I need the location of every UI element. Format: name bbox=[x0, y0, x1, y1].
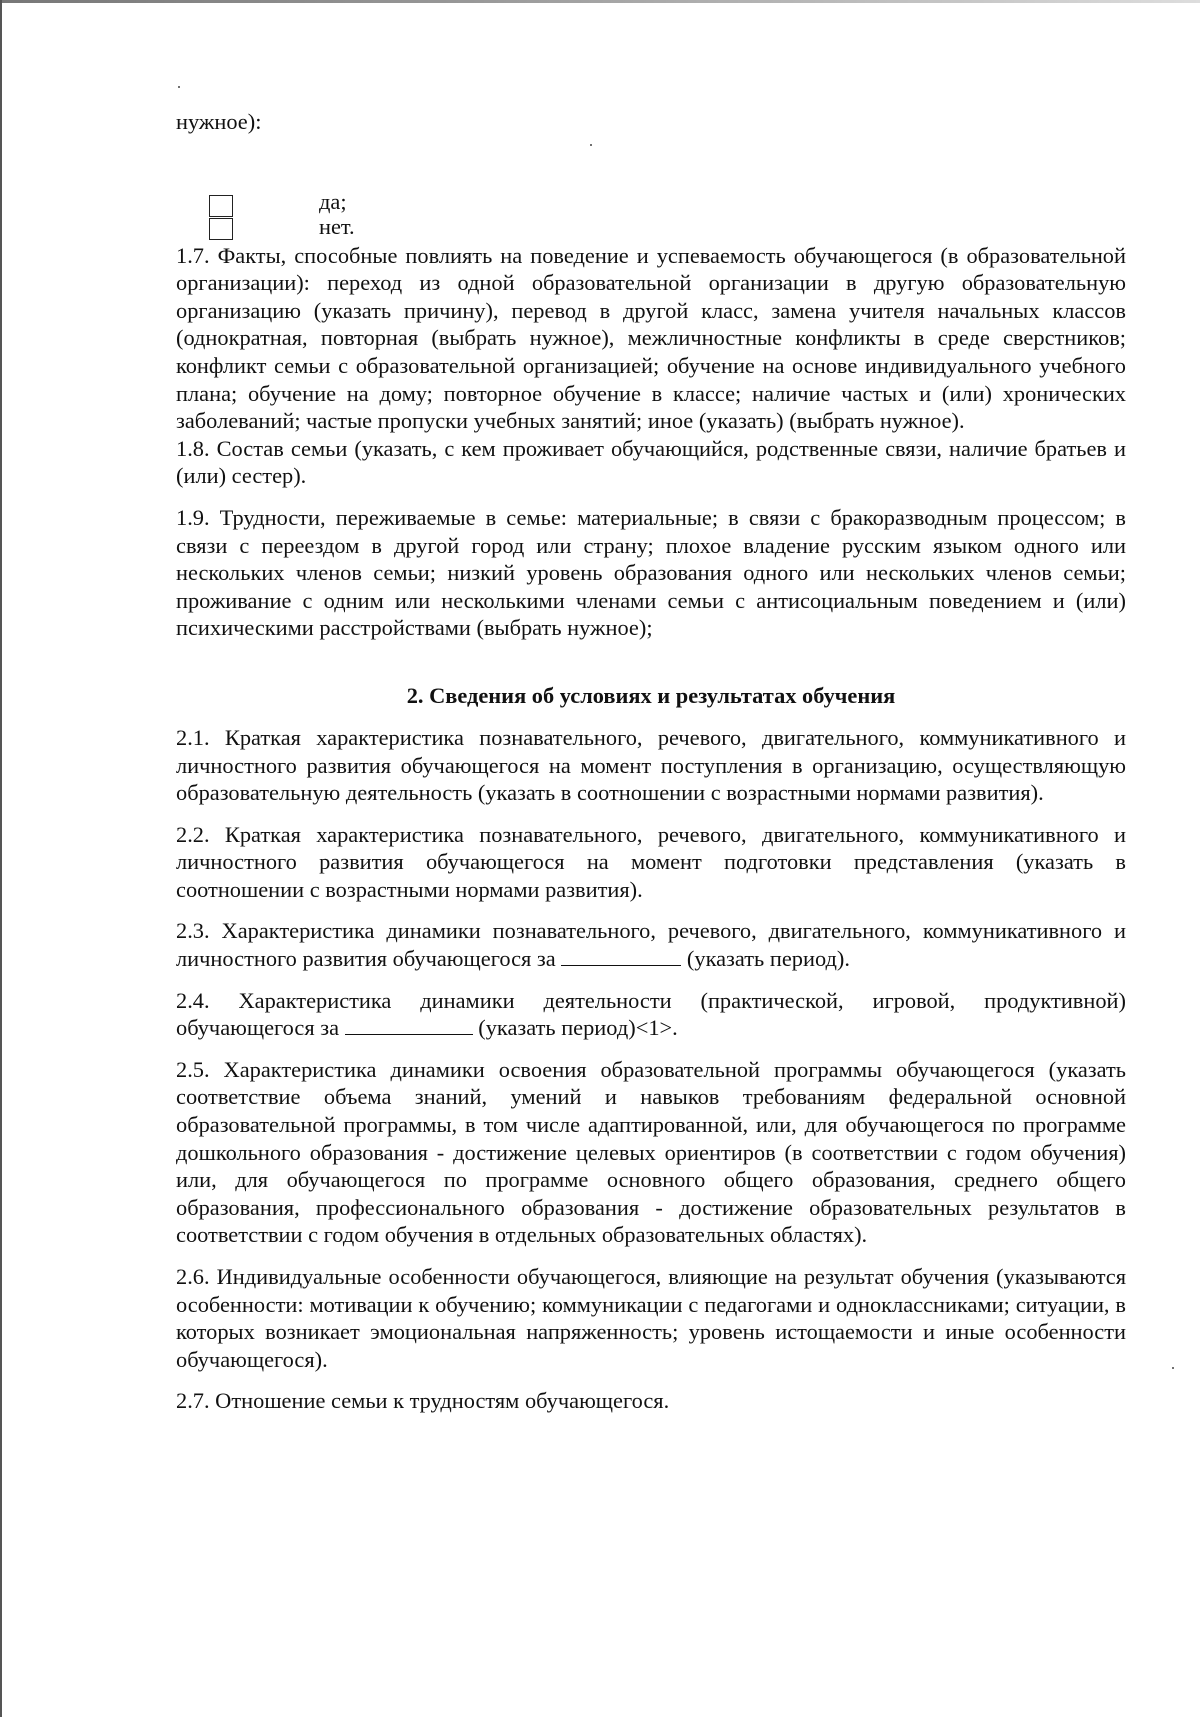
paragraph-2-4-text: 2.4. Характеристика динамики деятельности (практической, игровой, продуктивной) обучающегося за bbox=[176, 987, 1126, 1041]
checkbox-yes[interactable] bbox=[209, 195, 233, 217]
paragraph-2-3-tail: (указать период). bbox=[686, 946, 850, 972]
paragraph-2-6: 2.6. Индивидуальные особенности обучающегося, влияющие на результат обучения (указываются особенности: мотивации к обучению; коммуникации с педагогами и одноклассниками; ситуации, в которых возникает эмоциональная напряженность; уровень истощаемости и иные особенности обучающегося). bbox=[176, 1264, 1126, 1372]
paragraph-2-4-tail: (указать период)<1>. bbox=[478, 1015, 678, 1041]
lead-fragment: нужное): bbox=[176, 109, 262, 134]
paragraph-2-3 bbox=[176, 917, 1126, 972]
checkbox-yes-label: да; bbox=[319, 188, 347, 214]
paragraph-1-7: 1.7. Факты, способные повлиять на поведение и успеваемость обучающегося (в образовательной организации): переход из одной образовательной организации в другую образовательную организацию (указать причину), перевод в другой класс, замена учителя начальных классов (однократная, повторная (выбрать нужное), межличностные конфликты в среде сверстников; конфликт семьи с образовательной организацией; обучение на основе индивидуального учебного плана; обучение на дому; повторное обучение в классе; наличие частых и (или) хронических заболеваний; частые пропуски учебных занятий; иное (указать) (выбрать нужное). bbox=[176, 242, 1126, 434]
scan-speck bbox=[1172, 1367, 1174, 1369]
paragraph-2-4 bbox=[176, 987, 1126, 1042]
scan-top-edge bbox=[0, 0, 1200, 3]
checkbox-no-label: нет. bbox=[319, 213, 355, 239]
paragraph-2-2: 2.2. Краткая характеристика познавательного, речевого, двигательного, коммуникативного и личностного развития обучающегося на момент подготовки представления (указать в соотношении с возрастными нормами развития). bbox=[176, 821, 1126, 902]
yes-no-choices bbox=[176, 188, 1126, 242]
scan-speck bbox=[178, 86, 180, 88]
paragraph-1-9: 1.9. Трудности, переживаемые в семье: материальные; в связи с бракоразводным процессом; в связи с переездом в другой город или страну; плохое владение русским языком одного или нескольких членов семьи; низкий уровень образования одного или нескольких членов семьи; проживание с одним или несколькими членами семьи с антисоциальным поведением и (или) психическими расстройствами (выбрать нужное); bbox=[176, 504, 1126, 641]
scan-left-edge bbox=[0, 0, 2, 1717]
document-page bbox=[176, 108, 1126, 1415]
section-2-heading: 2. Сведения об условиях и результатах обучения bbox=[406, 682, 896, 708]
paragraph-2-1: 2.1. Краткая характеристика познавательного, речевого, двигательного, коммуникативного и личностного развития обучающегося на момент поступления в организацию, осуществляющую образовательную деятельность (указать в соотношении с возрастными нормами развития). bbox=[176, 724, 1126, 806]
paragraph-1-8: 1.8. Состав семьи (указать, с кем проживает обучающийся, родственные связи, наличие братьев и (или) сестер). bbox=[176, 435, 1126, 489]
paragraph-2-5: 2.5. Характеристика динамики освоения образовательной программы обучающегося (указать соответствие объема знаний, умений и навыков требованиям федеральной основной образовательной программы, в том числе адаптированной, или, для обучающегося по программе дошкольного образования - достижение целевых ориентиров (в соответствии с годом обучения) или, для обучающегося по программе основного общего образования, среднего общего образования, профессионального образования - достижение образовательных результатов в соответствии с годом обучения в отдельных образовательных областях). bbox=[176, 1056, 1126, 1248]
paragraph-2-7: 2.7. Отношение семьи к трудностям обучающегося. bbox=[176, 1388, 670, 1414]
checkbox-no[interactable] bbox=[209, 218, 233, 240]
period-blank-field[interactable] bbox=[561, 947, 681, 966]
period-blank-field[interactable] bbox=[345, 1016, 473, 1035]
paragraph-2-3-text: 2.3. Характеристика динамики познавательного, речевого, двигательного, коммуникативного и личностного развития обучающегося за bbox=[176, 918, 1126, 972]
